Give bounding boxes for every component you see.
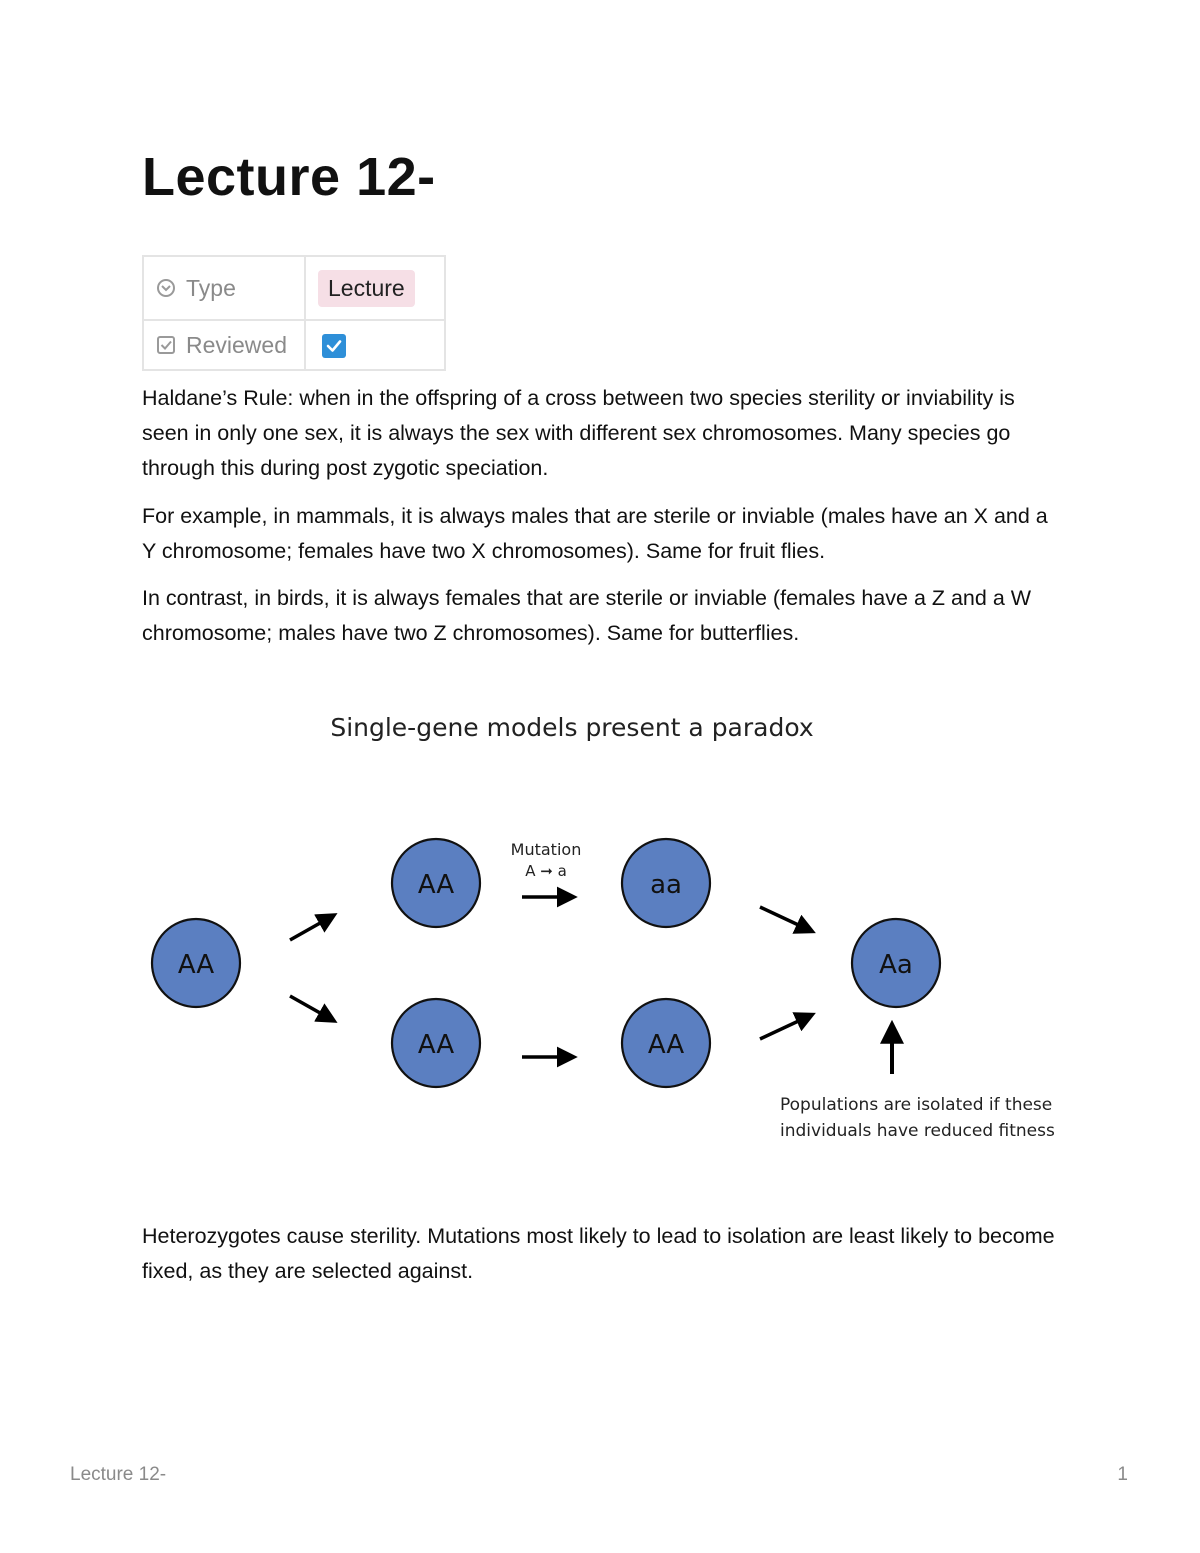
paragraph-haldanes-rule: Haldane’s Rule: when in the offspring of a cross between two species sterility or inviability is seen in only one sex, it is always the sex with different sex chromosomes. Many species go through this during post zygotic speciation. bbox=[142, 386, 1015, 480]
node-origin-aa bbox=[152, 919, 240, 1007]
arrow-origin-to-top bbox=[290, 918, 329, 940]
mutation-detail: A ➞ a bbox=[525, 862, 567, 880]
select-icon bbox=[156, 278, 176, 298]
node-top-mutant-aa bbox=[622, 839, 710, 927]
node-hybrid-aa bbox=[852, 919, 940, 1007]
single-gene-model-figure bbox=[140, 690, 1080, 1160]
annotation-line-2: individuals have reduced fitness bbox=[780, 1121, 1055, 1141]
paragraph-mammals-example: For example, in mammals, it is always males that are sterile or inviable (males have an X and a Y chromosome; females have two X chromosomes). Same for fruit flies. bbox=[142, 504, 1048, 563]
node-bottom-aa-2 bbox=[622, 999, 710, 1087]
type-tag[interactable]: Lecture bbox=[318, 270, 415, 307]
node-bottom-aa bbox=[392, 999, 480, 1087]
checkmark-icon bbox=[325, 337, 343, 355]
svg-text:aa: aa bbox=[650, 870, 682, 900]
property-value-reviewed[interactable] bbox=[305, 320, 445, 370]
property-row-reviewed bbox=[143, 320, 445, 370]
arrow-bottom-to-hybrid bbox=[760, 1017, 807, 1039]
annotation-line-1: Populations are isolated if these bbox=[780, 1095, 1053, 1115]
property-key-reviewed bbox=[143, 320, 305, 370]
footer-page-number: 1 bbox=[1117, 1464, 1128, 1485]
figure-title: Single-gene models present a paradox bbox=[330, 713, 814, 742]
svg-text:AA: AA bbox=[417, 870, 455, 900]
checkbox-property-icon bbox=[156, 335, 176, 355]
svg-text:AA: AA bbox=[647, 1030, 685, 1060]
node-top-aa bbox=[392, 839, 480, 927]
mutation-label: Mutation bbox=[510, 840, 582, 859]
svg-text:Aa: Aa bbox=[879, 950, 913, 980]
properties-table bbox=[142, 255, 446, 371]
paragraph-heterozygotes: Heterozygotes cause sterility. Mutations most likely to lead to isolation are least likely to become fixed, as they are selected against. bbox=[142, 1224, 1055, 1283]
svg-text:AA: AA bbox=[417, 1030, 455, 1060]
arrow-top-to-hybrid bbox=[760, 907, 807, 929]
property-label-reviewed: Reviewed bbox=[186, 331, 287, 358]
property-label-type: Type bbox=[186, 274, 236, 301]
page-title: Lecture 12- bbox=[142, 147, 436, 207]
arrow-origin-to-bottom bbox=[290, 996, 329, 1018]
property-value-type[interactable] bbox=[305, 256, 445, 320]
svg-text:AA: AA bbox=[177, 950, 215, 980]
property-key-type bbox=[143, 256, 305, 320]
property-row-type bbox=[143, 256, 445, 320]
paragraph-birds-contrast: In contrast, in birds, it is always females that are sterile or inviable (females have a Z and a W chromosome; males have two Z chromosomes). Same for butterflies. bbox=[142, 586, 1032, 645]
reviewed-checkbox[interactable] bbox=[322, 334, 346, 358]
footer-doc-title: Lecture 12- bbox=[70, 1464, 167, 1485]
